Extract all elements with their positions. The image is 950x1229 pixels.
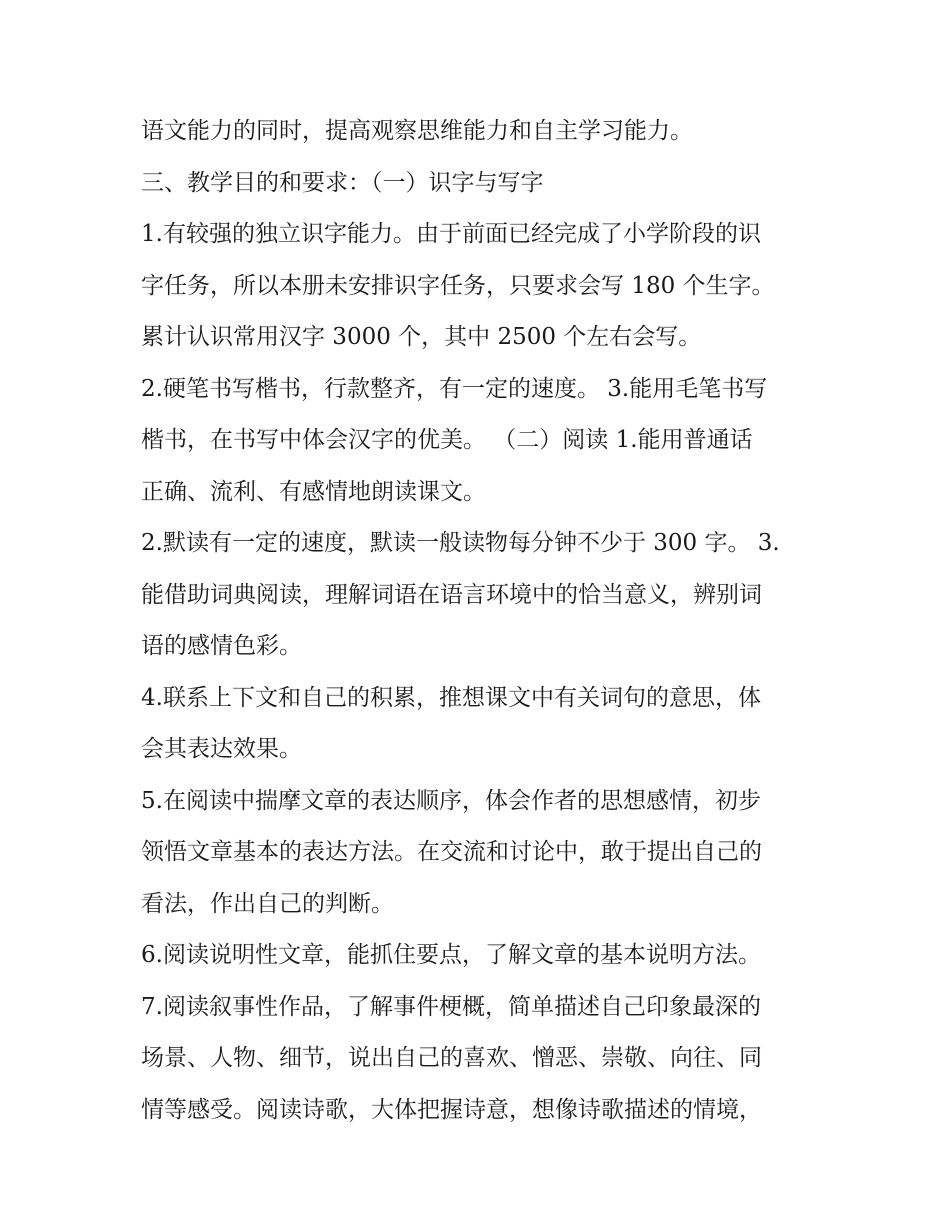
document-body xyxy=(141,106,821,1136)
text-line: 场景、人物、细节，说出自己的喜欢、憎恶、崇敬、向往、同 xyxy=(141,1045,762,1071)
text-line: 情等感受。阅读诗歌，大体把握诗意，想像诗歌描述的情境， xyxy=(141,1096,762,1123)
text-line: 1.有较强的独立识字能力。由于前面已经完成了小学阶段的识 xyxy=(141,221,761,247)
text-line: 领悟文章基本的表达方法。在交流和讨论中，敢于提出自己的 xyxy=(141,839,762,865)
section-heading: 三、教学目的和要求：（一）识字与写字 xyxy=(141,169,544,196)
text-line: 6.阅读说明性文章，能抓住要点，了解文章的基本说明方法。 xyxy=(141,942,761,968)
text-line: 4.联系上下文和自己的积累，推想课文中有关词句的意思，体 xyxy=(141,684,761,711)
text-line: 语文能力的同时，提高观察思维能力和自主学习能力。 xyxy=(141,118,693,144)
text-line: 看法，作出自己的判断。 xyxy=(141,890,394,917)
text-line: 2.默读有一定的速度，默读一般读物每分钟不少于 300 字。 3. xyxy=(141,530,780,556)
text-line: 语的感情色彩。 xyxy=(141,633,302,659)
text-line: 字任务，所以本册未安排识字任务，只要求会写 180 个生字。 xyxy=(141,272,775,299)
text-line: 能借助词典阅读，理解词语在语言环境中的恰当意义，辨别词 xyxy=(141,581,762,608)
text-line: 楷书，在书写中体会汉字的优美。 （二）阅读 1.能用普通话 xyxy=(141,427,753,453)
text-line: 正确、流利、有感情地朗读课文。 xyxy=(141,478,486,505)
text-line: 7.阅读叙事性作品，了解事件梗概，简单描述自己印象最深的 xyxy=(141,993,761,1020)
text-line: 累计认识常用汉字 3000 个，其中 2500 个左右会写。 xyxy=(141,324,702,350)
text-line: 2.硬笔书写楷书，行款整齐，有一定的速度。 3.能用毛笔书写 xyxy=(141,375,768,402)
text-line: 会其表达效果。 xyxy=(141,736,302,762)
text-line: 5.在阅读中揣摩文章的表达顺序，体会作者的思想感情，初步 xyxy=(141,787,761,814)
